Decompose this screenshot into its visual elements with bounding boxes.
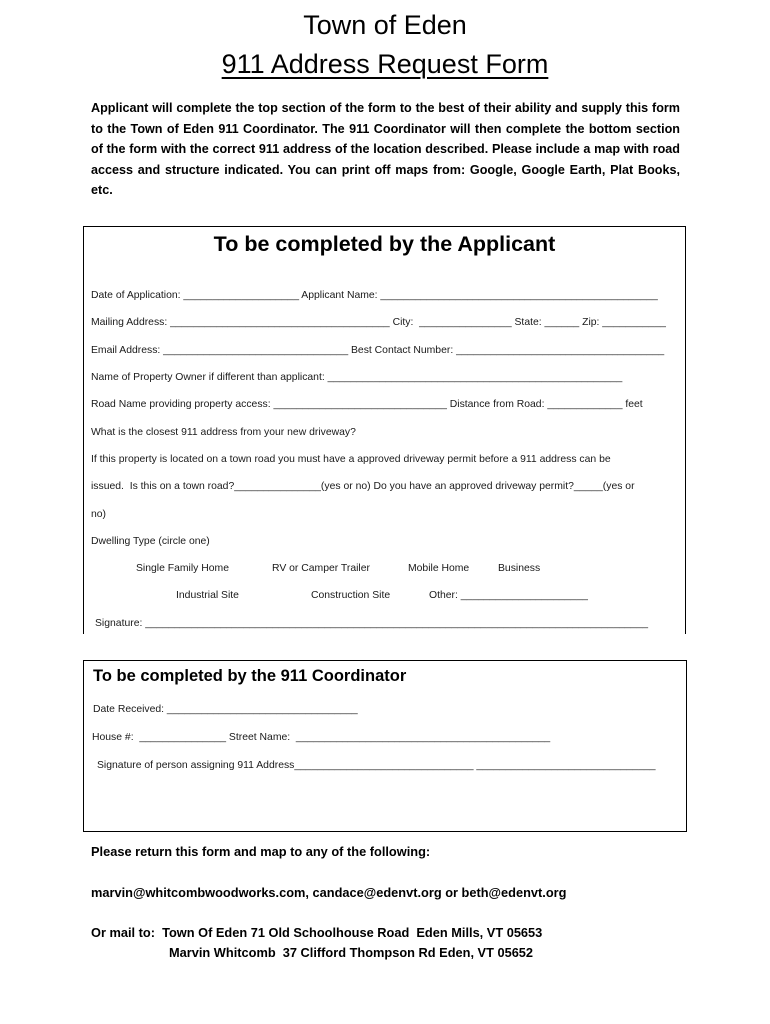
coordinator-signature-line[interactable]: Signature of person assigning 911 Address_______________________________ _______________________________ — [97, 760, 656, 771]
coordinator-section-heading: To be completed by the 911 Coordinator — [93, 667, 407, 685]
dwelling-option-other[interactable]: Other: ______________________ — [429, 590, 588, 601]
dwelling-option-single-family[interactable]: Single Family Home — [136, 563, 229, 574]
intro-paragraph: Applicant will complete the top section of the form to the best of their ability and supply this form to the Town of Eden 911 Coordinator. The 911 Coordinator will then complete the bottom section of the form with the correct 911 address of the location described. Please include a map with road access and structure indicated. You can print off maps from: Google, Google Earth, Plat Books, etc. — [91, 101, 680, 198]
closest-address-question: What is the closest 911 address from your new driveway? — [91, 427, 356, 438]
form-title-line2 — [0, 48, 770, 80]
date-name-line[interactable]: Date of Application: ____________________ Applicant Name: ________________________________________________ — [91, 290, 658, 301]
applicant-section-heading: To be completed by the Applicant — [213, 232, 556, 256]
dwelling-type-label: Dwelling Type (circle one) — [91, 536, 210, 547]
dwelling-option-rv[interactable]: RV or Camper Trailer — [272, 563, 370, 574]
email-contact-line[interactable]: Email Address: ________________________________ Best Contact Number: ____________________________________ — [91, 345, 665, 356]
form-title-line1: Town of Eden — [303, 10, 467, 40]
mailing-address-line[interactable]: Mailing Address: ______________________________________ City: ________________ State: ______ Zip: ___________ — [91, 317, 666, 328]
mail-address-line1: Or mail to: Town Of Eden 71 Old Schoolhouse Road Eden Mills, VT 05653 — [91, 925, 543, 940]
date-received-line[interactable]: Date Received: _________________________________ — [93, 704, 358, 715]
permit-text-line2[interactable]: issued. Is this on a town road?_______________(yes or no) Do you have an approved driveway permit?_____(yes or — [91, 481, 635, 492]
dwelling-option-business[interactable]: Business — [498, 563, 541, 574]
road-name-line[interactable]: Road Name providing property access: ______________________________ Distance from Road: _____________ feet — [91, 399, 643, 410]
return-instructions: Please return this form and map to any of the following: — [91, 844, 431, 859]
permit-text-line3: no) — [91, 509, 107, 520]
dwelling-option-mobile[interactable]: Mobile Home — [408, 563, 470, 574]
contact-emails[interactable]: marvin@whitcombwoodworks.com, candace@edenvt.org or beth@edenvt.org — [91, 885, 567, 900]
house-street-line[interactable]: House #: _______________ Street Name: ____________________________________________ — [92, 732, 551, 743]
mail-address-line2: Marvin Whitcomb 37 Clifford Thompson Rd Eden, VT 05652 — [169, 945, 534, 960]
property-owner-line[interactable]: Name of Property Owner if different than applicant: ___________________________________________________ — [91, 372, 623, 383]
applicant-signature-line[interactable]: Signature: _______________________________________________________________________________________ — [95, 618, 649, 629]
dwelling-option-construction[interactable]: Construction Site — [311, 590, 391, 601]
permit-text-line1: If this property is located on a town road you must have a approved driveway permit before a 911 address can be — [91, 454, 611, 465]
dwelling-option-industrial[interactable]: Industrial Site — [176, 590, 239, 601]
form-title-text: 911 Address Request Form — [221, 49, 549, 79]
